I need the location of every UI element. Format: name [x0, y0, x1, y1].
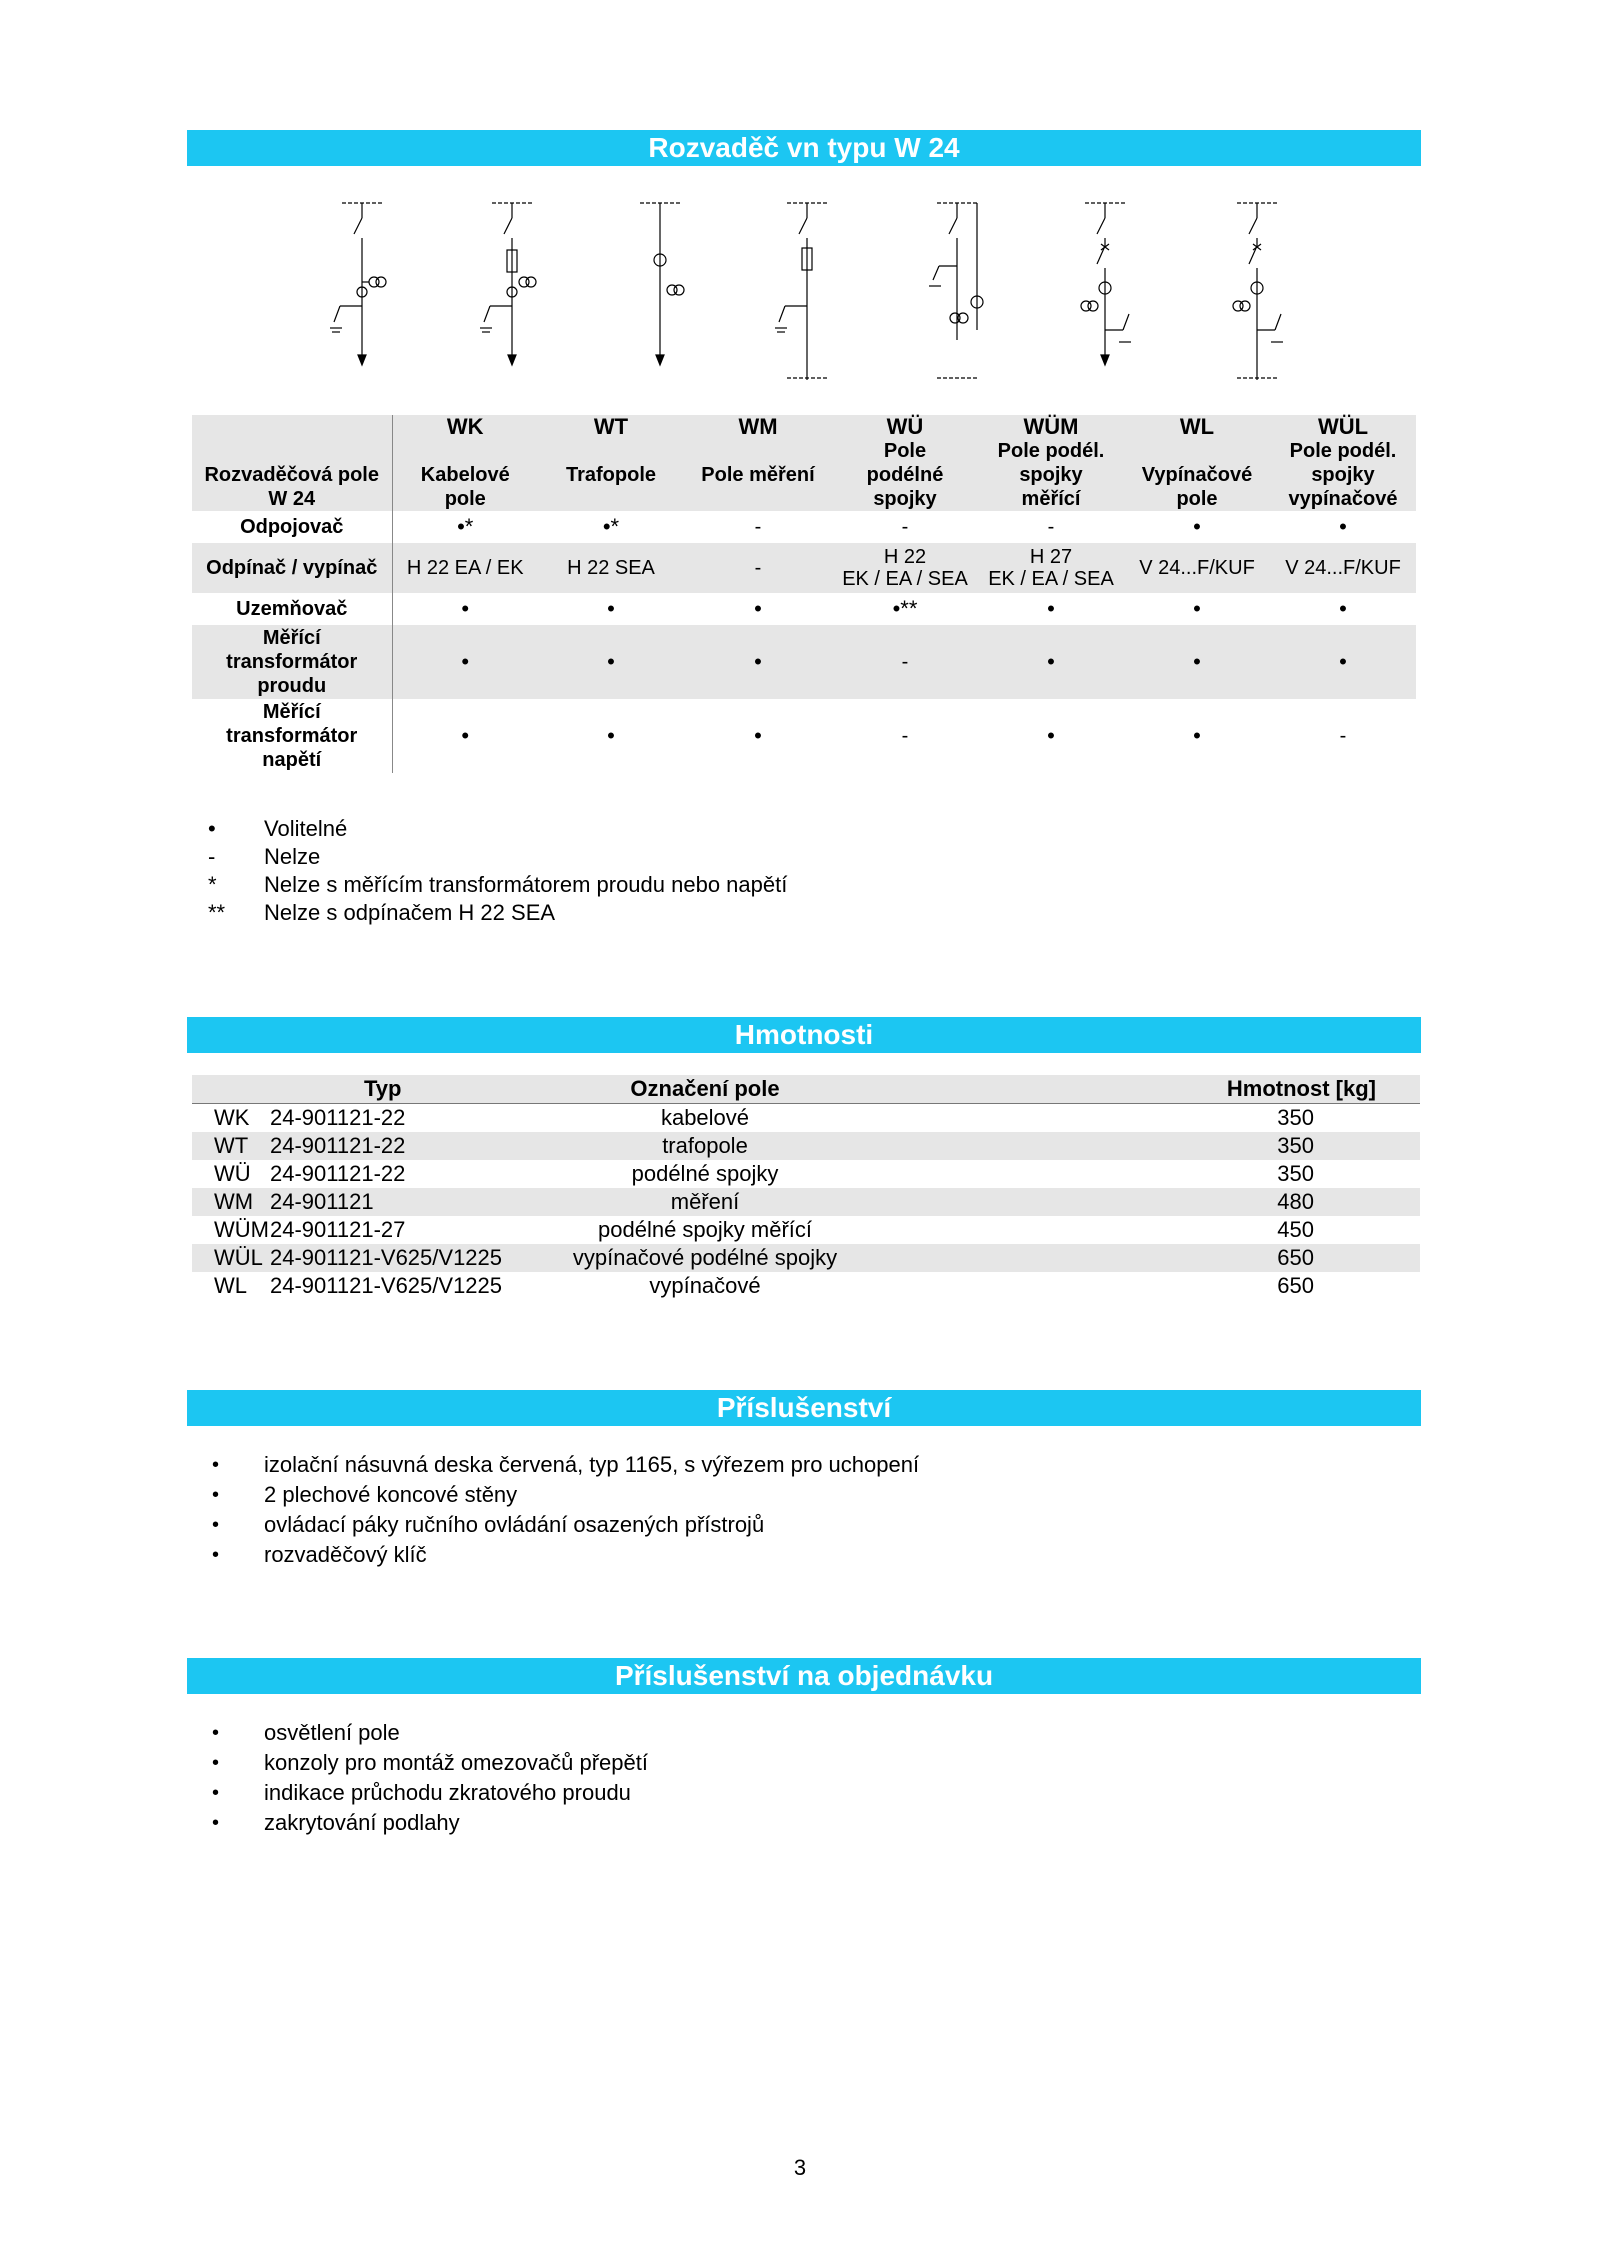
page-number: 3	[793, 2155, 807, 2180]
order-accessories-list	[212, 1718, 648, 1838]
section-title-prislusenstvi: Příslušenství	[187, 1390, 1421, 1426]
table-cell: •	[978, 625, 1124, 699]
legend	[208, 815, 787, 927]
section-title-hmotnosti: Hmotnosti	[187, 1017, 1421, 1053]
weights-table	[192, 1075, 1420, 1300]
legend-item: ** Nelze s odpínačem H 22 SEA	[208, 900, 556, 925]
table-cell: •	[461, 596, 470, 621]
table-header-desc	[192, 439, 1416, 511]
table-cell: H 22 EA / EK	[392, 543, 538, 593]
table-cell: •	[1047, 723, 1055, 748]
column-desc: Vypínačové pole	[1124, 439, 1270, 511]
list-item: • rozvaděčový klíč	[212, 1542, 427, 1567]
diagram-wm	[640, 203, 684, 365]
table-cell: •	[461, 723, 470, 748]
column-code: WT	[538, 415, 684, 439]
type-number: 24-901121	[270, 1188, 510, 1216]
corner-label: Rozvaděčová pole W 24	[192, 439, 392, 511]
table-row-mt-napeti	[192, 699, 1416, 773]
type-number: 24-901121-V625/V1225	[270, 1273, 503, 1298]
pole-name: vypínačové	[649, 1273, 761, 1298]
row-label: Odpínač / vypínač	[192, 543, 392, 593]
table-cell: •	[1193, 723, 1201, 748]
column-code: WK	[392, 415, 538, 439]
table-cell: -	[1339, 725, 1347, 747]
pole-name: měření	[510, 1188, 900, 1216]
table-row	[192, 1132, 1420, 1160]
column-desc: Kabelové pole	[392, 439, 538, 511]
table-row-mt-proudu	[192, 625, 1416, 699]
type-number: 24-901121-22	[270, 1105, 406, 1130]
weight-value: 650	[900, 1244, 1420, 1272]
type-code: WÜL	[192, 1244, 270, 1272]
weight-value: 350	[1277, 1105, 1314, 1130]
table-cell: •	[1193, 514, 1201, 539]
header-hmotnost: Hmotnost [kg]	[900, 1075, 1420, 1104]
legend-item: * Nelze s měřícím transformátorem proudu nebo napětí	[208, 872, 788, 897]
table-cell: •	[1124, 625, 1270, 699]
type-number: 24-901121-27	[270, 1217, 406, 1242]
table-cell: -	[901, 516, 909, 538]
header-oznaceni: Označení pole	[510, 1075, 900, 1104]
table-header-codes	[192, 415, 1416, 439]
column-code: WÜM	[978, 415, 1124, 439]
column-code: WM	[684, 415, 832, 439]
table-row	[192, 1272, 1420, 1300]
column-code: WÜL	[1270, 415, 1416, 439]
accessories-list	[212, 1450, 919, 1570]
pole-name: vypínačové podélné spojky	[510, 1244, 900, 1272]
type-number: 24-901121-V625/V1225	[270, 1244, 510, 1272]
weight-value: 350	[1277, 1161, 1314, 1186]
section-title-rozvadec: Rozvaděč vn typu W 24	[187, 130, 1421, 166]
type-code: WM	[192, 1188, 270, 1216]
weight-value: 450	[1277, 1217, 1314, 1242]
table-cell: •*	[602, 514, 620, 539]
list-item: • indikace průchodu zkratového proudu	[212, 1780, 631, 1805]
table-cell: •	[538, 625, 684, 699]
table-cell: •	[684, 625, 832, 699]
type-number: 24-901121-22	[270, 1132, 510, 1160]
list-item: • konzoly pro montáž omezovačů přepětí	[212, 1750, 648, 1775]
type-code: WL	[214, 1273, 247, 1298]
type-code: WK	[214, 1105, 250, 1130]
table-cell: •**	[892, 596, 918, 621]
column-desc: Pole měření	[684, 439, 832, 511]
weight-value: 480	[900, 1188, 1420, 1216]
list-item: • 2 plechové koncové stěny	[212, 1482, 518, 1507]
table-cell: -	[1047, 516, 1055, 538]
table-cell: •	[1339, 596, 1347, 621]
column-desc: Pole podél. spojky měřící	[978, 439, 1124, 511]
single-line-diagrams	[187, 190, 1421, 405]
table-cell: •	[392, 625, 538, 699]
column-desc: Trafopole	[538, 439, 684, 511]
column-desc: Pole podél. spojky vypínačové	[1270, 439, 1416, 511]
table-cell: -	[832, 625, 978, 699]
pole-name: kabelové	[660, 1105, 750, 1130]
column-code: WÜ	[832, 415, 978, 439]
table-cell: H 22 SEA	[538, 543, 684, 593]
table-row	[192, 1244, 1420, 1272]
row-label: Odpojovač	[192, 511, 392, 543]
row-label: Uzemňovač	[192, 593, 392, 625]
diagram-wul	[1233, 203, 1283, 380]
pole-name: podélné spojky měřící	[598, 1217, 812, 1242]
list-item: • izolační násuvná deska červená, typ 1165, s výřezem pro uchopení	[212, 1452, 920, 1477]
weight-value: 350	[900, 1132, 1420, 1160]
table-cell: V 24...F/KUF	[1270, 543, 1416, 593]
diagram-wk	[330, 203, 386, 365]
legend-item: - Nelze	[208, 844, 321, 869]
diagram-wt	[480, 203, 536, 365]
switchgear-spec-table	[192, 415, 1416, 773]
list-item: • zakrytování podlahy	[212, 1810, 460, 1835]
row-label: Měřící transformátor proudu	[192, 625, 392, 699]
table-cell: H 27 EK / EA / SEA	[978, 543, 1124, 593]
list-item: • osvětlení pole	[212, 1720, 400, 1745]
table-cell: -	[754, 516, 762, 538]
legend-item: • Volitelné	[208, 816, 348, 841]
diagram-wl	[1081, 203, 1131, 365]
table-cell: •	[754, 596, 762, 621]
type-number: 24-901121-22	[270, 1161, 406, 1186]
corner-cell	[192, 415, 392, 439]
table-cell: •	[607, 723, 615, 748]
section-title-prislusenstvi-objednavka: Příslušenství na objednávku	[187, 1658, 1421, 1694]
table-cell: •	[607, 596, 615, 621]
column-desc: Pole podélné spojky	[832, 439, 978, 511]
table-row	[192, 1104, 1420, 1133]
table-cell: •	[754, 723, 762, 748]
table-cell: -	[901, 725, 909, 747]
table-row-odpojovac	[192, 511, 1416, 543]
list-item: • ovládací páky ručního ovládání osazených přístrojů	[212, 1512, 765, 1537]
diagram-wum	[929, 203, 983, 378]
header-typ: Typ	[192, 1075, 510, 1104]
table-cell: •	[1047, 596, 1055, 621]
weights-header	[192, 1075, 1420, 1104]
pole-name: podélné spojky	[631, 1161, 779, 1186]
diagram-wu	[775, 203, 827, 380]
table-cell: -	[684, 543, 832, 593]
table-row-odpinac	[192, 543, 1416, 593]
table-cell: V 24...F/KUF	[1124, 543, 1270, 593]
type-code: WÜM	[214, 1217, 269, 1242]
table-row	[192, 1188, 1420, 1216]
column-code: WL	[1124, 415, 1270, 439]
table-cell: •*	[457, 514, 474, 539]
pole-name: trafopole	[510, 1132, 900, 1160]
row-label: Měřící transformátor napětí	[192, 699, 392, 773]
type-code: WT	[192, 1132, 270, 1160]
table-cell: •	[1339, 514, 1347, 539]
table-cell: •	[1270, 625, 1416, 699]
table-row	[192, 1216, 1420, 1244]
table-row-uzemnovac	[192, 593, 1416, 625]
type-code: WÜ	[214, 1161, 251, 1186]
table-cell: H 22 EK / EA / SEA	[832, 543, 978, 593]
table-cell: •	[1193, 596, 1201, 621]
weight-value: 650	[1277, 1273, 1314, 1298]
table-row	[192, 1160, 1420, 1188]
